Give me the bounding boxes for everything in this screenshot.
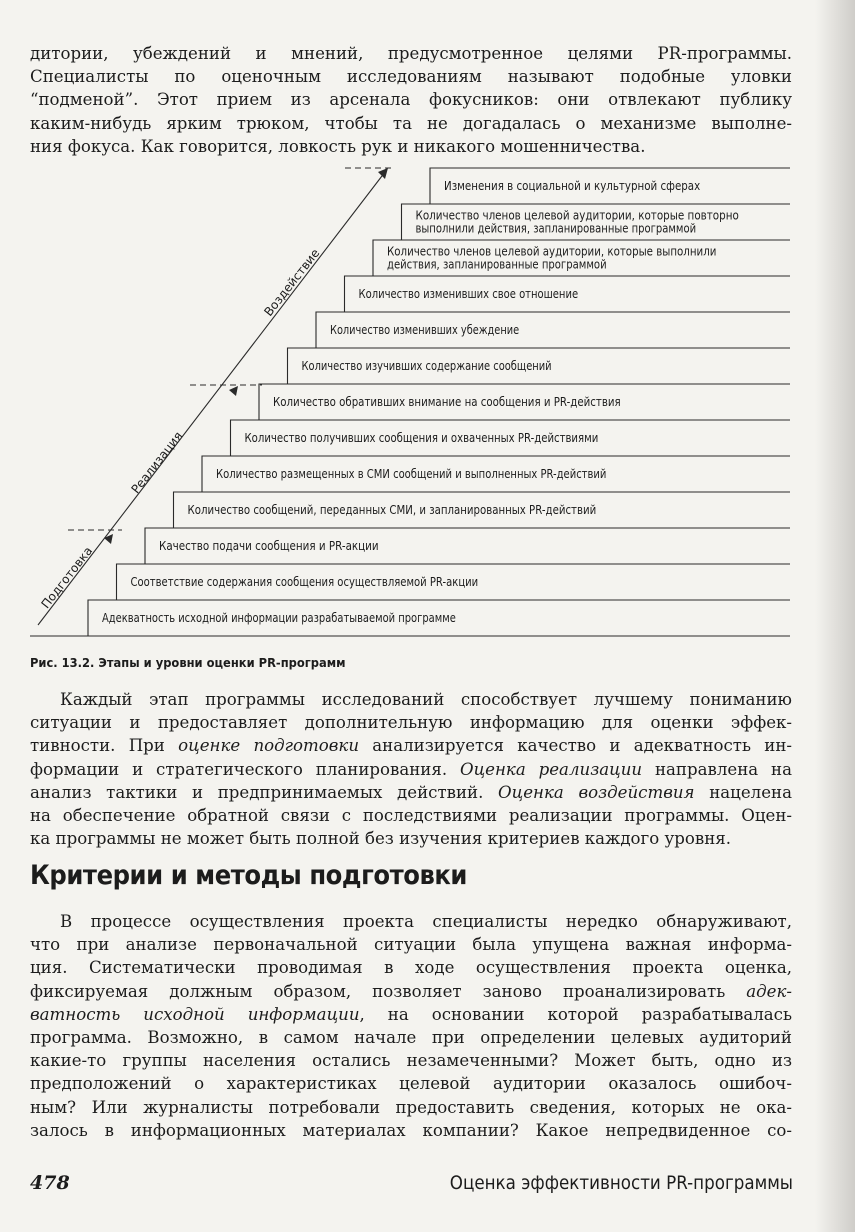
text-line: ным? Или журналисты потребовали предоставить сведения, которых не ока- (30, 1097, 792, 1117)
arrow-head (229, 386, 238, 396)
emphasis: адек- (746, 981, 792, 1001)
figure-caption: Рис. 13.2. Этапы и уровни оценки PR-программ (30, 655, 346, 670)
text-line: предположений о характеристиках целевой аудитории оказалось ошибоч- (30, 1074, 792, 1094)
text-line: ка программы не может быть полной без изучения критериев каждого уровня. (30, 829, 732, 849)
emphasis: Оценка реализации (459, 759, 643, 779)
text-line: ция. Систематически проводимая в ходе осуществления проекта оценка, (30, 958, 792, 978)
text-line: программа. Возможно, в самом начале при определении целевых аудиторий (30, 1028, 792, 1048)
level-label: Адекватность исходной информации разрабатываемой программе (102, 611, 456, 625)
text-run: формации и стратегического планирования. (30, 759, 460, 779)
stage-label: Воздействие (261, 246, 323, 319)
text-run: нацелена (694, 782, 792, 802)
text-line: “подменой”. Этот прием из арсенала фокусников: они отвлекают публику (30, 90, 792, 110)
text-run: фиксируемая должным образом, позволяет заново проанализировать (30, 981, 747, 1001)
emphasis: Оценка воздействия (498, 782, 695, 802)
level-label: Количество изучивших содержание сообщений (301, 359, 552, 373)
text-line (30, 1003, 792, 1026)
stage-label: Подготовка (38, 543, 96, 612)
text-line: Каждый этап программы исследований способствует лучшему пониманию (60, 690, 792, 709)
text-line: Специалисты по оценочным исследованиям называют подобные уловки (30, 67, 792, 87)
text-run: тивности. При (30, 736, 179, 756)
text-run: , на основании которой разрабатывалась (359, 1004, 792, 1024)
stage-label: Реализация (128, 428, 186, 497)
text-line: на обеспечение обратной связи с последствиями реализации программы. Оцен- (30, 806, 792, 826)
level-label: выполнили действия, запланированные программой (415, 221, 697, 236)
level-label: действия, запланированные программой (387, 257, 607, 272)
text-line: ния фокуса. Как говорится, ловкость рук и никакого мошенничества. (30, 136, 646, 156)
level-label: Изменения в социальной и культурной сферах (444, 179, 701, 193)
text-line: ситуации и предоставляет дополнительную информацию для оценки эффек- (30, 713, 792, 733)
text-line: залось в информационных материалах компании? Какое непредвиденное со- (30, 1120, 792, 1140)
text-line (30, 734, 792, 757)
text-line: каким-нибудь ярким трюком, чтобы та не догадалась о механизме выполне- (30, 113, 792, 133)
emphasis: ватность исходной информации (30, 1004, 360, 1024)
text-run: направлена на (642, 759, 792, 779)
level-label: Количество сообщений, переданных СМИ, и запланированных PR-действий (187, 503, 597, 517)
level-label: Количество получивших сообщения и охваченных PR-действиями (244, 431, 599, 445)
text-line: что при анализе первоначальной ситуации была упущена важная информа- (30, 935, 792, 955)
level-label: Количество членов целевой аудитории, которые выполнили (387, 244, 717, 259)
arrow-head (378, 168, 388, 179)
level-label: Качество подачи сообщения и PR-акции (159, 539, 379, 553)
text-line (30, 980, 792, 1003)
paragraph-bottom (30, 910, 792, 1142)
page-number: 478 (30, 1172, 70, 1194)
arrow-head (104, 534, 113, 544)
emphasis: оценке подготовки (178, 736, 360, 756)
level-label: Количество членов целевой аудитории, которые повторно (415, 208, 739, 223)
text-line (30, 781, 792, 804)
level-label: Количество обративших внимание на сообщения и PR-действия (273, 395, 621, 409)
text-line: дитории, убеждений и мнений, предусмотренное целями PR-программы. (30, 44, 792, 63)
text-line (30, 758, 792, 781)
text-run: анализируется качество и адекватность ин- (359, 736, 792, 756)
running-footer-title: Оценка эффективности PR-программы (449, 1172, 793, 1194)
text-run: анализ тактики и предпринимаемых действий. (30, 782, 499, 802)
text-line: какие-то группы населения остались незамеченными? Может быть, одно из (30, 1051, 792, 1071)
level-label: Соответствие содержания сообщения осуществляемой PR-акции (130, 575, 479, 589)
level-label: Количество изменивших убеждение (330, 323, 520, 337)
level-label: Количество изменивших свое отношение (358, 287, 579, 301)
section-heading: Критерии и методы подготовки (30, 860, 468, 891)
level-label: Количество размещенных в СМИ сообщений и выполненных PR-действий (216, 467, 607, 481)
text-line: В процессе осуществления проекта специалисты нередко обнаруживают, (60, 912, 792, 931)
paragraph-middle (30, 688, 792, 850)
